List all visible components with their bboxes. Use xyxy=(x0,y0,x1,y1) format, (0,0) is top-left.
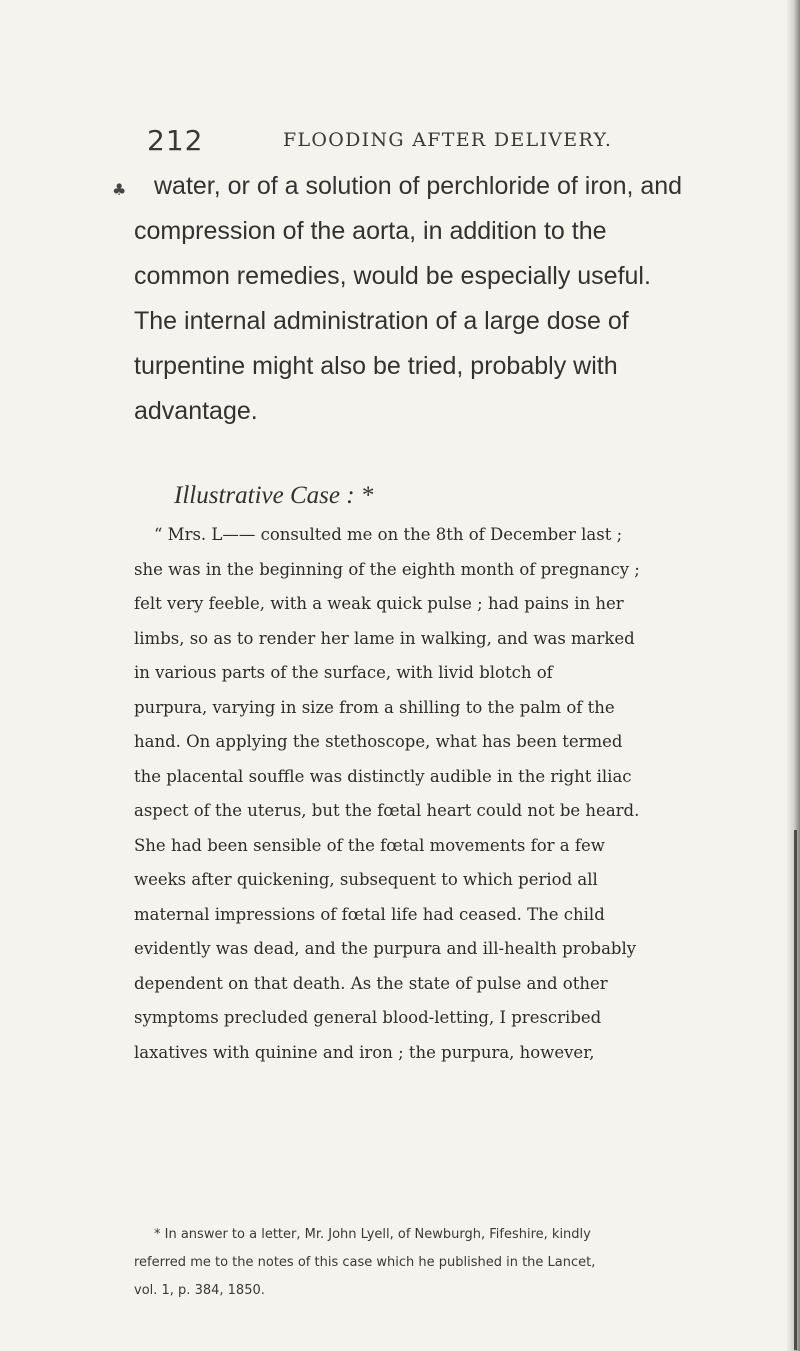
body-line: compression of the aorta, in addition to the xyxy=(134,217,607,245)
case-line: evidently was dead, and the purpura and ill-health probably xyxy=(134,939,637,958)
footnote-line: * In answer to a letter, Mr. John Lyell, of Newburgh, Fifeshire, kindly xyxy=(154,1227,591,1242)
case-line: hand. On applying the stethoscope, what has been termed xyxy=(134,732,623,751)
body-paragraph xyxy=(134,164,770,434)
footnote-line: referred me to the notes of this case which he published in the Lancet, xyxy=(134,1255,596,1270)
margin-mark-icon: ♣ xyxy=(112,180,127,199)
case-line: purpura, varying in size from a shilling to the palm of the xyxy=(134,697,615,717)
running-title: FLOODING AFTER DELIVERY. xyxy=(283,129,613,151)
body-line: advantage. xyxy=(134,397,258,425)
case-line: weeks after quickening, subsequent to which period all xyxy=(134,870,598,889)
case-line: aspect of the uterus, but the fœtal heart could not be heard. xyxy=(134,801,640,820)
running-head xyxy=(0,124,800,158)
case-line: felt very feeble, with a weak quick pulse ; had pains in her xyxy=(134,594,624,613)
case-line: “ Mrs. L—— consulted me on the 8th of December last ; xyxy=(154,525,623,544)
footnote xyxy=(134,1221,766,1305)
page-number: 212 xyxy=(147,124,204,157)
case-line: symptoms precluded general blood-letting, I prescribed xyxy=(134,1008,602,1027)
body-line: water, or of a solution of perchloride of iron, and xyxy=(154,172,683,200)
body-line: turpentine might also be tried, probably with xyxy=(134,352,618,380)
case-line: laxatives with quinine and iron ; the purpura, however, xyxy=(134,1042,595,1062)
binding-edge-line xyxy=(794,830,797,1350)
case-line: limbs, so as to render her lame in walking, and was marked xyxy=(134,628,635,648)
case-line: dependent on that death. As the state of pulse and other xyxy=(134,973,608,993)
body-line: The internal administration of a large dose of xyxy=(134,307,629,335)
case-paragraph xyxy=(134,518,766,1070)
case-line: she was in the beginning of the eighth month of pregnancy ; xyxy=(134,559,640,579)
footnote-line: vol. 1, p. 384, 1850. xyxy=(134,1283,265,1298)
case-line: in various parts of the surface, with livid blotch of xyxy=(134,663,553,682)
body-line: common remedies, would be especially useful. xyxy=(134,262,651,290)
case-line: the placental souffle was distinctly audible in the right iliac xyxy=(134,766,632,786)
case-subheading: Illustrative Case : * xyxy=(174,482,374,509)
case-line: maternal impressions of fœtal life had ceased. The child xyxy=(134,904,605,924)
page-edge-shadow xyxy=(786,0,800,1351)
case-line: She had been sensible of the fœtal movements for a few xyxy=(134,835,605,855)
